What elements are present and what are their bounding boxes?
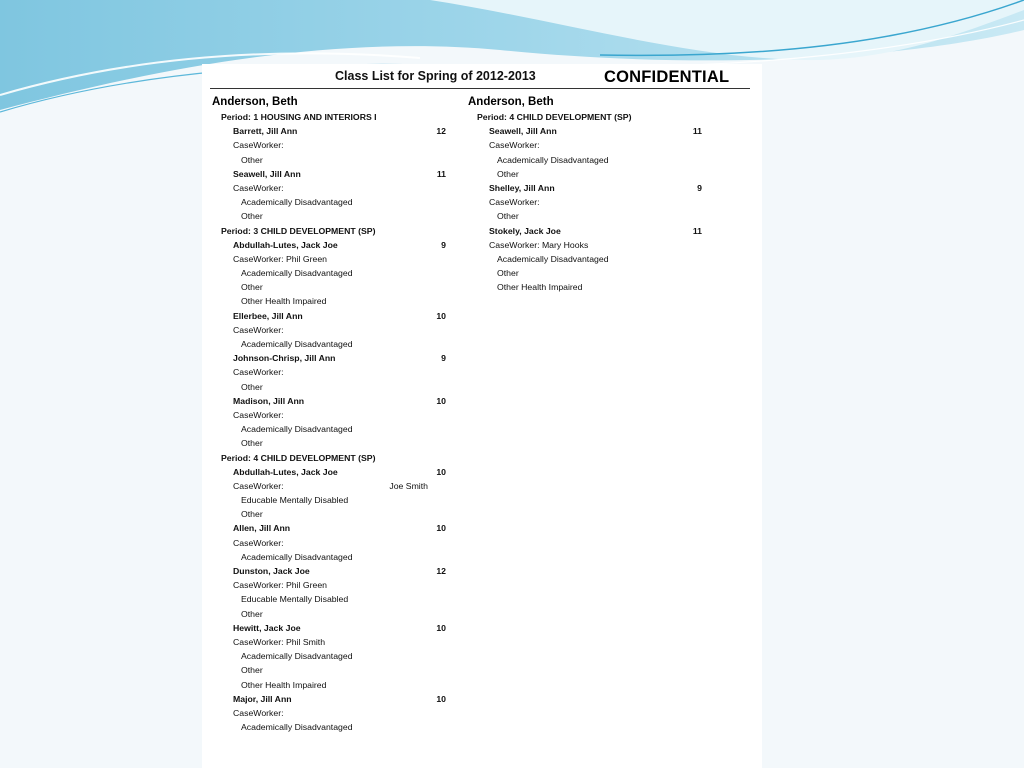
student-row (468, 224, 702, 238)
student-grade: 10 (436, 622, 446, 633)
student-category: Other Health Impaired (497, 282, 583, 293)
confidential-label: CONFIDENTIAL (604, 68, 730, 86)
student-name: Stokely, Jack Joe (489, 225, 561, 236)
student-name: Dunston, Jack Joe (233, 566, 310, 576)
student-category: Academically Disadvantaged (497, 253, 609, 264)
student-category: Educable Mentally Disabled (241, 495, 349, 506)
caseworker-line (212, 252, 446, 266)
student-grade: 12 (436, 566, 446, 576)
caseworker-label: CaseWorker: (233, 367, 284, 378)
period-heading: Period: 4 CHILD DEVELOPMENT (SP) (477, 112, 632, 122)
student-row (212, 124, 446, 138)
student-category: Academically Disadvantaged (241, 197, 353, 208)
student-name: Allen, Jill Ann (233, 523, 291, 534)
student-category: Other (497, 211, 519, 222)
student-grade: 9 (441, 353, 446, 364)
student-name: Madison, Jill Ann (233, 395, 305, 406)
student-category: Other (241, 211, 263, 222)
header-divider (210, 88, 750, 89)
caseworker-label: CaseWorker: (233, 537, 284, 548)
student-category: Other (497, 268, 519, 279)
document-title: Class List for Spring of 2012-2013 (335, 69, 536, 83)
student-grade: 11 (436, 168, 446, 179)
student-row (212, 309, 446, 323)
caseworker-label: CaseWorker: (233, 480, 284, 491)
student-row (212, 621, 446, 635)
student-category: Educable Mentally Disabled (241, 594, 349, 605)
student-name: Abdullah-Lutes, Jack Joe (233, 239, 338, 250)
period-heading: Period: 4 CHILD DEVELOPMENT (SP) (221, 452, 376, 463)
class-list-column-left (212, 94, 446, 734)
caseworker-label: CaseWorker: Phil Smith (233, 636, 326, 647)
student-grade: 12 (436, 126, 446, 137)
student-name: Abdullah-Lutes, Jack Joe (233, 466, 338, 477)
caseworker-line (212, 706, 446, 720)
student-category: Academically Disadvantaged (241, 651, 353, 662)
student-row (212, 394, 446, 408)
caseworker-line (212, 181, 446, 195)
student-category: Academically Disadvantaged (241, 722, 353, 733)
student-name: Hewitt, Jack Joe (233, 622, 301, 633)
student-category: Other (241, 665, 263, 676)
student-name: Shelley, Jill Ann (489, 182, 555, 193)
student-row (212, 238, 446, 252)
caseworker-label: CaseWorker: Phil Green (233, 580, 327, 591)
caseworker-line (212, 323, 446, 337)
caseworker-line (212, 536, 446, 550)
student-category: Academically Disadvantaged (241, 551, 353, 562)
student-name: Major, Jill Ann (233, 693, 292, 704)
class-list-column-right (468, 94, 702, 294)
student-category: Academically Disadvantaged (497, 154, 609, 165)
student-category: Other (241, 438, 263, 449)
caseworker-name: Joe Smith (389, 480, 428, 491)
student-grade: 11 (692, 225, 702, 236)
student-row (212, 564, 446, 578)
caseworker-label: CaseWorker: Phil Green (233, 253, 327, 264)
student-name: Johnson-Chrisp, Jill Ann (233, 353, 336, 364)
caseworker-line (468, 238, 702, 252)
student-row (212, 521, 446, 535)
student-row (212, 351, 446, 365)
student-category: Other (497, 168, 519, 179)
document-header (202, 64, 762, 90)
student-row (468, 181, 702, 195)
student-name: Seawell, Jill Ann (233, 168, 301, 179)
caseworker-label: CaseWorker: (233, 140, 284, 151)
caseworker-label: CaseWorker: (489, 140, 540, 151)
student-category: Other Health Impaired (241, 679, 327, 690)
caseworker-label: CaseWorker: (233, 182, 284, 193)
student-grade: 10 (436, 523, 446, 534)
caseworker-line (468, 195, 702, 209)
student-row (468, 124, 702, 138)
period-heading: Period: 3 CHILD DEVELOPMENT (SP) (221, 225, 376, 236)
caseworker-label: CaseWorker: (233, 409, 284, 420)
caseworker-line (212, 635, 446, 649)
student-grade: 10 (436, 395, 446, 406)
caseworker-line (212, 578, 446, 592)
student-grade: 10 (436, 693, 446, 704)
student-grade: 9 (441, 239, 446, 250)
caseworker-label: CaseWorker: (489, 197, 540, 208)
period-heading: Period: 1 HOUSING AND INTERIORS I (221, 112, 377, 122)
document-page (202, 64, 762, 768)
student-name: Ellerbee, Jill Ann (233, 310, 303, 321)
student-grade: 9 (697, 182, 702, 193)
teacher-name: Anderson, Beth (212, 96, 298, 108)
student-category: Other (241, 509, 263, 520)
student-row (212, 692, 446, 706)
caseworker-label: CaseWorker: (233, 324, 284, 335)
caseworker-line (212, 479, 446, 493)
caseworker-line (212, 138, 446, 152)
student-grade: 11 (692, 126, 702, 137)
student-category: Other (241, 381, 263, 392)
student-row (212, 465, 446, 479)
caseworker-label: CaseWorker: Mary Hooks (489, 239, 589, 250)
caseworker-line (212, 365, 446, 379)
caseworker-line (468, 138, 702, 152)
student-category: Academically Disadvantaged (241, 268, 353, 279)
caseworker-label: CaseWorker: (233, 707, 284, 718)
student-category: Other Health Impaired (241, 296, 327, 307)
student-name: Barrett, Jill Ann (233, 126, 298, 137)
teacher-name: Anderson, Beth (468, 96, 554, 108)
student-category: Other (241, 608, 263, 619)
student-grade: 10 (436, 310, 446, 321)
student-category: Academically Disadvantaged (241, 424, 353, 435)
student-row (212, 167, 446, 181)
student-name: Seawell, Jill Ann (489, 126, 557, 137)
student-category: Other (241, 282, 263, 293)
student-grade: 10 (436, 466, 446, 477)
caseworker-line (212, 408, 446, 422)
student-category: Other (241, 154, 263, 165)
student-category: Academically Disadvantaged (241, 339, 353, 349)
